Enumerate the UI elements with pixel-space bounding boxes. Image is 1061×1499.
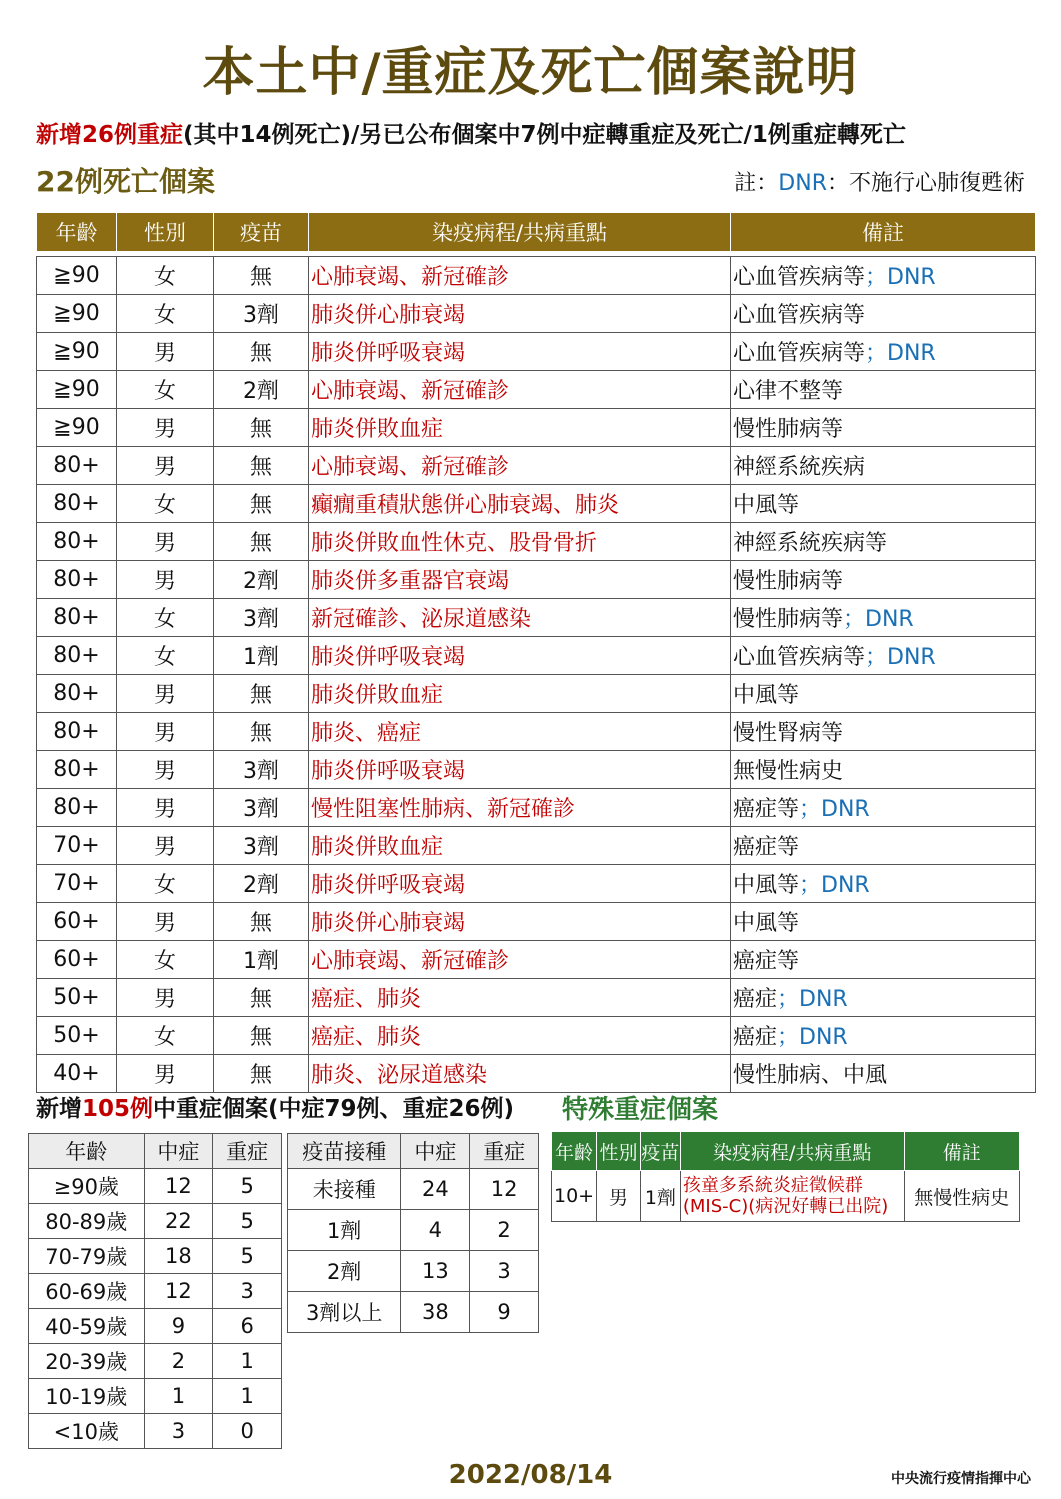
death-sex: 女 xyxy=(117,599,214,637)
death-vaccine: 無 xyxy=(214,485,309,523)
severe-count: 5 xyxy=(213,1169,282,1204)
moderate-count: 4 xyxy=(401,1210,470,1251)
death-age: 80+ xyxy=(37,523,117,561)
death-remark-text: 慢性肺病等 xyxy=(733,417,844,442)
death-course: 新冠確診、泌尿道感染 xyxy=(309,599,731,637)
header-vaccine: 疫苗 xyxy=(214,213,309,252)
subtitle xyxy=(36,116,1036,149)
death-course: 肺炎併多重器官衰竭 xyxy=(309,561,731,599)
special-remark: 無慢性病史 xyxy=(904,1171,1019,1222)
death-sex: 男 xyxy=(117,979,214,1017)
special-sex: 男 xyxy=(597,1171,641,1222)
death-remark xyxy=(731,523,1036,561)
death-sex: 女 xyxy=(117,485,214,523)
moderate-count: 12 xyxy=(144,1274,213,1309)
special-header-remark: 備註 xyxy=(904,1132,1019,1171)
death-course: 癌症、肺炎 xyxy=(309,1017,731,1055)
subtitle-severe-count: 新增26例重症 xyxy=(36,122,184,148)
vax-header-vaccine: 疫苗接種 xyxy=(288,1134,401,1169)
death-vaccine: 無 xyxy=(214,979,309,1017)
death-vaccine: 1劑 xyxy=(214,637,309,675)
death-course: 肺炎併敗血症 xyxy=(309,675,731,713)
moderate-count: 9 xyxy=(144,1309,213,1344)
severe-count: 3 xyxy=(213,1274,282,1309)
death-course: 肺炎、癌症 xyxy=(309,713,731,751)
death-remark xyxy=(731,561,1036,599)
death-sex: 男 xyxy=(117,447,214,485)
age-group: 70-79歲 xyxy=(29,1239,145,1274)
death-row xyxy=(37,865,1036,903)
note-prefix: 註： xyxy=(734,171,779,196)
special-vaccine: 1劑 xyxy=(640,1171,680,1222)
death-age: ≧90 xyxy=(37,409,117,447)
death-age: 80+ xyxy=(37,561,117,599)
age-group: 60-69歲 xyxy=(29,1274,145,1309)
vax-header-moderate: 中症 xyxy=(401,1134,470,1169)
special-header-course: 染疫病程/共病重點 xyxy=(680,1132,904,1171)
severe-count: 3 xyxy=(470,1251,539,1292)
severe-count: 1 xyxy=(213,1344,282,1379)
death-course: 心肺衰竭、新冠確診 xyxy=(309,941,731,979)
death-vaccine: 3劑 xyxy=(214,295,309,333)
death-sex: 男 xyxy=(117,713,214,751)
new-cases-detail: 中重症個案(中症79例、重症26例) xyxy=(153,1096,515,1122)
death-row xyxy=(37,409,1036,447)
moderate-count: 13 xyxy=(401,1251,470,1292)
severe-count: 9 xyxy=(470,1292,539,1333)
death-remark xyxy=(731,637,1036,675)
death-sex: 女 xyxy=(117,1017,214,1055)
death-remark xyxy=(731,295,1036,333)
death-course: 心肺衰竭、新冠確診 xyxy=(309,447,731,485)
death-vaccine: 無 xyxy=(214,903,309,941)
death-row xyxy=(37,1017,1036,1055)
moderate-count: 18 xyxy=(144,1239,213,1274)
death-remark-dnr: ；DNR xyxy=(865,645,936,670)
death-course: 慢性阻塞性肺病、新冠確診 xyxy=(309,789,731,827)
death-remark xyxy=(731,333,1036,371)
age-row xyxy=(29,1169,282,1204)
death-vaccine: 無 xyxy=(214,257,309,295)
moderate-count: 38 xyxy=(401,1292,470,1333)
age-row xyxy=(29,1274,282,1309)
age-row xyxy=(29,1204,282,1239)
death-remark-text: 慢性肺病、中風 xyxy=(733,1063,888,1088)
severe-count: 2 xyxy=(470,1210,539,1251)
death-row xyxy=(37,1055,1036,1093)
death-remark-text: 中風等 xyxy=(733,873,800,898)
death-row xyxy=(37,333,1036,371)
death-age: ≧90 xyxy=(37,333,117,371)
age-header-age: 年齡 xyxy=(29,1134,145,1169)
new-cases-count: 105例 xyxy=(82,1096,154,1122)
moderate-count: 3 xyxy=(144,1414,213,1449)
death-remark-text: 慢性腎病等 xyxy=(733,721,844,746)
death-age: 80+ xyxy=(37,447,117,485)
death-vaccine: 2劑 xyxy=(214,561,309,599)
death-vaccine: 無 xyxy=(214,409,309,447)
death-row xyxy=(37,257,1036,295)
special-cases-heading: 特殊重症個案 xyxy=(562,1095,719,1125)
death-remark-dnr: ；DNR xyxy=(777,1025,848,1050)
note-text: ：不施行心肺復甦術 xyxy=(826,171,1025,196)
death-remark xyxy=(731,1017,1036,1055)
death-sex: 男 xyxy=(117,523,214,561)
special-age: 10+ xyxy=(552,1171,597,1222)
death-age: 60+ xyxy=(37,941,117,979)
vaccine-status: 2劑 xyxy=(288,1251,401,1292)
report-date: 2022/08/14 xyxy=(448,1460,613,1490)
header-course: 染疫病程/共病重點 xyxy=(309,213,731,252)
death-row xyxy=(37,827,1036,865)
page-title: 本土中/重症及死亡個案說明 xyxy=(202,43,859,103)
death-remark xyxy=(731,751,1036,789)
death-remark xyxy=(731,675,1036,713)
death-age: ≧90 xyxy=(37,371,117,409)
deaths-table-header xyxy=(37,213,1036,252)
death-remark-dnr: ；DNR xyxy=(799,797,870,822)
death-sex: 男 xyxy=(117,675,214,713)
death-row xyxy=(37,599,1036,637)
age-group: 40-59歲 xyxy=(29,1309,145,1344)
death-age: ≧90 xyxy=(37,257,117,295)
death-vaccine: 3劑 xyxy=(214,751,309,789)
special-course xyxy=(680,1171,904,1222)
death-age: ≧90 xyxy=(37,295,117,333)
age-row xyxy=(29,1379,282,1414)
vaccine-status: 1劑 xyxy=(288,1210,401,1251)
death-remark-text: 心血管疾病等 xyxy=(733,645,866,670)
death-sex: 女 xyxy=(117,941,214,979)
death-row xyxy=(37,485,1036,523)
death-remark-dnr: ；DNR xyxy=(843,607,914,632)
age-row xyxy=(29,1239,282,1274)
death-row xyxy=(37,675,1036,713)
death-remark xyxy=(731,371,1036,409)
death-remark xyxy=(731,409,1036,447)
deaths-heading: 22例死亡個案 xyxy=(36,165,215,198)
death-age: 40+ xyxy=(37,1055,117,1093)
death-remark-text: 慢性肺病等 xyxy=(733,569,844,594)
severe-count: 0 xyxy=(213,1414,282,1449)
moderate-count: 24 xyxy=(401,1169,470,1210)
death-remark xyxy=(731,713,1036,751)
death-remark xyxy=(731,979,1036,1017)
death-course: 心肺衰竭、新冠確診 xyxy=(309,371,731,409)
death-vaccine: 無 xyxy=(214,523,309,561)
death-course: 肺炎併呼吸衰竭 xyxy=(309,637,731,675)
vaccine-row xyxy=(288,1169,539,1210)
death-course: 肺炎併敗血症 xyxy=(309,827,731,865)
death-course: 肺炎併敗血症 xyxy=(309,409,731,447)
death-row xyxy=(37,903,1036,941)
death-remark xyxy=(731,865,1036,903)
vaccine-row xyxy=(288,1210,539,1251)
death-sex: 男 xyxy=(117,751,214,789)
death-course: 肺炎併心肺衰竭 xyxy=(309,903,731,941)
death-remark-text: 中風等 xyxy=(733,683,800,708)
special-header-vaccine: 疫苗 xyxy=(640,1132,680,1171)
death-row xyxy=(37,979,1036,1017)
death-row xyxy=(37,295,1036,333)
death-remark-text: 無慢性病史 xyxy=(733,759,844,784)
death-age: 70+ xyxy=(37,827,117,865)
age-row xyxy=(29,1309,282,1344)
death-row xyxy=(37,447,1036,485)
death-remark-text: 癌症等 xyxy=(733,949,800,974)
death-age: 70+ xyxy=(37,865,117,903)
death-age: 80+ xyxy=(37,751,117,789)
death-row xyxy=(37,637,1036,675)
age-row xyxy=(29,1414,282,1449)
death-remark xyxy=(731,1055,1036,1093)
death-sex: 男 xyxy=(117,827,214,865)
death-age: 80+ xyxy=(37,713,117,751)
death-vaccine: 3劑 xyxy=(214,827,309,865)
death-age: 80+ xyxy=(37,789,117,827)
death-vaccine: 1劑 xyxy=(214,941,309,979)
age-header-severe: 重症 xyxy=(213,1134,282,1169)
death-sex: 男 xyxy=(117,333,214,371)
death-sex: 男 xyxy=(117,561,214,599)
death-remark-dnr: ；DNR xyxy=(777,987,848,1012)
header-sex: 性別 xyxy=(117,213,214,252)
death-remark-text: 癌症 xyxy=(733,987,778,1012)
death-remark-text: 中風等 xyxy=(733,493,800,518)
subtitle-detail: (其中14例死亡)/另已公布個案中7例中症轉重症及死亡/1例重症轉死亡 xyxy=(183,122,906,148)
death-course: 癌症、肺炎 xyxy=(309,979,731,1017)
death-age: 80+ xyxy=(37,599,117,637)
death-remark-text: 心血管疾病等 xyxy=(733,265,866,290)
new-cases-prefix: 新增 xyxy=(36,1096,82,1122)
deaths-table xyxy=(36,212,1036,1093)
vaccine-breakdown-table xyxy=(287,1133,539,1333)
vaccine-status: 未接種 xyxy=(288,1169,401,1210)
severe-count: 5 xyxy=(213,1239,282,1274)
death-vaccine: 3劑 xyxy=(214,789,309,827)
death-course: 肺炎併呼吸衰竭 xyxy=(309,333,731,371)
death-vaccine: 無 xyxy=(214,333,309,371)
moderate-count: 2 xyxy=(144,1344,213,1379)
special-case-table xyxy=(551,1131,1020,1222)
death-age: 50+ xyxy=(37,1017,117,1055)
vaccine-row xyxy=(288,1292,539,1333)
death-course: 肺炎併呼吸衰竭 xyxy=(309,865,731,903)
severe-count: 6 xyxy=(213,1309,282,1344)
death-row xyxy=(37,523,1036,561)
death-course: 肺炎併呼吸衰竭 xyxy=(309,751,731,789)
death-vaccine: 2劑 xyxy=(214,865,309,903)
special-case-row xyxy=(552,1171,1020,1222)
death-vaccine: 無 xyxy=(214,675,309,713)
moderate-count: 22 xyxy=(144,1204,213,1239)
agency-footer: 中央流行疫情指揮中心 xyxy=(891,1471,1031,1487)
severe-count: 12 xyxy=(470,1169,539,1210)
death-remark-text: 中風等 xyxy=(733,911,800,936)
death-age: 80+ xyxy=(37,637,117,675)
death-row xyxy=(37,713,1036,751)
vaccine-status: 3劑以上 xyxy=(288,1292,401,1333)
death-sex: 男 xyxy=(117,409,214,447)
death-sex: 女 xyxy=(117,637,214,675)
moderate-count: 1 xyxy=(144,1379,213,1414)
death-remark xyxy=(731,485,1036,523)
death-remark xyxy=(731,789,1036,827)
death-remark-text: 心血管疾病等 xyxy=(733,303,866,328)
death-course: 癲癇重積狀態併心肺衰竭、肺炎 xyxy=(309,485,731,523)
death-sex: 女 xyxy=(117,865,214,903)
death-remark-dnr: ；DNR xyxy=(799,873,870,898)
death-row xyxy=(37,371,1036,409)
new-cases-heading xyxy=(36,1090,514,1123)
death-remark-text: 心血管疾病等 xyxy=(733,341,866,366)
age-group: 10-19歲 xyxy=(29,1379,145,1414)
death-sex: 女 xyxy=(117,295,214,333)
death-remark xyxy=(731,447,1036,485)
moderate-count: 12 xyxy=(144,1169,213,1204)
note-abbr: DNR xyxy=(778,171,827,196)
death-remark-text: 心律不整等 xyxy=(733,379,844,404)
death-remark xyxy=(731,941,1036,979)
age-group: ≥90歲 xyxy=(29,1169,145,1204)
death-remark xyxy=(731,827,1036,865)
death-vaccine: 2劑 xyxy=(214,371,309,409)
header-remark: 備註 xyxy=(731,213,1036,252)
death-sex: 女 xyxy=(117,257,214,295)
special-course-line2: (MIS-C)(病況好轉已出院) xyxy=(682,1196,889,1217)
death-vaccine: 無 xyxy=(214,447,309,485)
death-sex: 女 xyxy=(117,371,214,409)
death-row xyxy=(37,561,1036,599)
death-course: 心肺衰竭、新冠確診 xyxy=(309,257,731,295)
death-vaccine: 無 xyxy=(214,713,309,751)
age-group: 80-89歲 xyxy=(29,1204,145,1239)
death-remark-dnr: ；DNR xyxy=(865,341,936,366)
death-vaccine: 無 xyxy=(214,1017,309,1055)
death-row xyxy=(37,751,1036,789)
death-age: 50+ xyxy=(37,979,117,1017)
age-row xyxy=(29,1344,282,1379)
special-header-age: 年齡 xyxy=(552,1132,597,1171)
death-vaccine: 無 xyxy=(214,1055,309,1093)
death-remark-text: 癌症等 xyxy=(733,797,800,822)
age-group: 20-39歲 xyxy=(29,1344,145,1379)
death-row xyxy=(37,941,1036,979)
death-remark-dnr: ；DNR xyxy=(865,265,936,290)
death-course: 肺炎併敗血性休克、股骨骨折 xyxy=(309,523,731,561)
death-course: 肺炎併心肺衰竭 xyxy=(309,295,731,333)
severe-count: 5 xyxy=(213,1204,282,1239)
special-course-line1: 孩童多系統炎症徵候群 xyxy=(682,1175,863,1196)
special-header-sex: 性別 xyxy=(597,1132,641,1171)
age-group: <10歲 xyxy=(29,1414,145,1449)
death-remark-text: 癌症等 xyxy=(733,835,800,860)
death-remark-text: 神經系統疾病 xyxy=(733,455,866,480)
death-remark xyxy=(731,257,1036,295)
death-row xyxy=(37,789,1036,827)
vax-header-severe: 重症 xyxy=(470,1134,539,1169)
age-header-moderate: 中症 xyxy=(144,1134,213,1169)
vaccine-row xyxy=(288,1251,539,1292)
severe-count: 1 xyxy=(213,1379,282,1414)
age-breakdown-table xyxy=(28,1133,282,1449)
death-age: 80+ xyxy=(37,675,117,713)
death-remark-text: 神經系統疾病等 xyxy=(733,531,888,556)
death-age: 80+ xyxy=(37,485,117,523)
death-remark xyxy=(731,599,1036,637)
death-remark xyxy=(731,903,1036,941)
dnr-note xyxy=(734,166,1025,197)
death-sex: 男 xyxy=(117,1055,214,1093)
death-sex: 男 xyxy=(117,903,214,941)
death-sex: 男 xyxy=(117,789,214,827)
death-vaccine: 3劑 xyxy=(214,599,309,637)
header-age: 年齡 xyxy=(37,213,117,252)
death-remark-text: 癌症 xyxy=(733,1025,778,1050)
death-age: 60+ xyxy=(37,903,117,941)
death-remark-text: 慢性肺病等 xyxy=(733,607,844,632)
death-course: 肺炎、泌尿道感染 xyxy=(309,1055,731,1093)
